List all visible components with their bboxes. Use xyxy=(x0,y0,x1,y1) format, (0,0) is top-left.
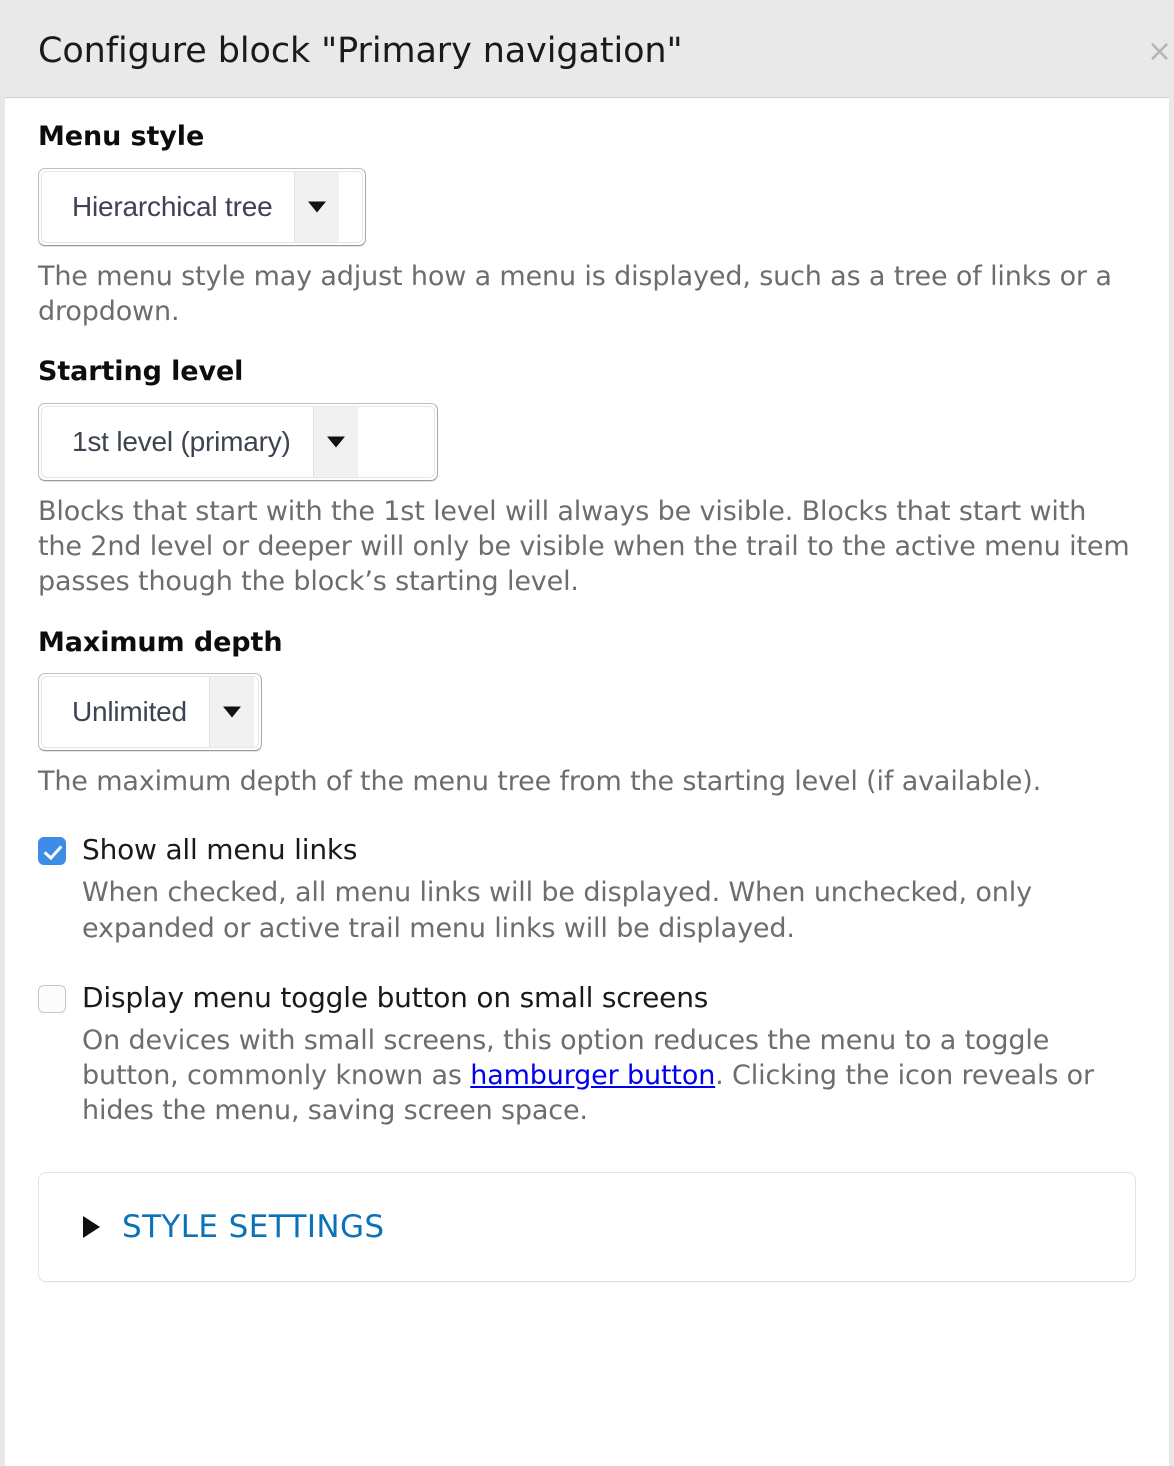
hamburger-button-link[interactable]: hamburger button xyxy=(470,1059,716,1091)
menu-style-label: Menu style xyxy=(38,121,205,152)
display-menu-toggle-checkbox[interactable] xyxy=(38,985,66,1013)
description-text-before: On devices with small screens, this option reduces the menu to a toggle button, commonly known as xyxy=(82,1024,1050,1091)
dialog-title: Configure block "Primary navigation" xyxy=(38,30,683,71)
style-settings-title: STYLE SETTINGS xyxy=(122,1209,385,1246)
maximum-depth-select-value: Unlimited xyxy=(72,696,187,728)
show-all-menu-links-label[interactable]: Show all menu links xyxy=(82,833,358,867)
show-all-menu-links-checkbox[interactable] xyxy=(38,837,66,865)
starting-level-select-inner xyxy=(41,406,435,478)
display-menu-toggle-description xyxy=(82,1023,1136,1128)
display-menu-toggle-label[interactable]: Display menu toggle button on small screens xyxy=(82,980,709,1014)
spacer xyxy=(38,800,1136,830)
dialog-titlebar xyxy=(5,5,1173,98)
starting-level-select[interactable] xyxy=(38,403,438,481)
maximum-depth-select[interactable] xyxy=(38,673,262,751)
maximum-depth-label: Maximum depth xyxy=(38,626,283,658)
form-item-display-menu-toggle xyxy=(38,978,1136,1128)
form-item-maximum-depth xyxy=(38,626,1136,801)
menu-style-select-inner xyxy=(41,171,363,243)
maximum-depth-description: The maximum depth of the menu tree from the starting level (if available). xyxy=(38,766,1042,798)
menu-style-select-value: Hierarchical tree xyxy=(72,190,273,222)
show-all-menu-links-description: When checked, all menu links will be displayed. When unchecked, only expanded or active trail menu links will be displayed. xyxy=(82,877,1032,944)
chevron-down-icon xyxy=(294,172,339,242)
spacer xyxy=(38,600,1136,626)
style-settings-details[interactable] xyxy=(38,1172,1136,1282)
starting-level-label: Starting level xyxy=(38,356,244,388)
form-item-starting-level xyxy=(38,355,1136,599)
form-item-show-all-menu-links xyxy=(38,830,1136,945)
spacer xyxy=(38,946,1136,978)
dialog-body xyxy=(5,98,1169,1466)
close-icon[interactable]: × xyxy=(1147,37,1173,69)
triangle-right-icon xyxy=(83,1216,100,1238)
checkbox-row-display-menu-toggle[interactable] xyxy=(38,978,1136,1017)
style-settings-summary[interactable] xyxy=(39,1209,385,1245)
checkbox-row-show-all-menu-links[interactable] xyxy=(38,830,1136,869)
starting-level-select-value: 1st level (primary) xyxy=(72,426,291,458)
menu-style-select[interactable] xyxy=(38,168,366,246)
maximum-depth-select-inner xyxy=(41,676,259,748)
chevron-down-icon xyxy=(313,407,358,477)
spacer xyxy=(38,329,1136,355)
description-text-after: . Clicking the icon reveals or hides the menu, saving screen space. xyxy=(82,1059,1094,1126)
chevron-down-icon xyxy=(209,677,254,747)
menu-style-description: The menu style may adjust how a menu is displayed, such as a tree of links or a dropdown. xyxy=(38,260,1112,327)
form-item-menu-style xyxy=(38,120,1136,329)
starting-level-description: Blocks that start with the 1st level will always be visible. Blocks that start with the 2nd level or deeper will only be visible when the trail to the active menu item passes though the block’s starting level. xyxy=(38,496,1130,597)
